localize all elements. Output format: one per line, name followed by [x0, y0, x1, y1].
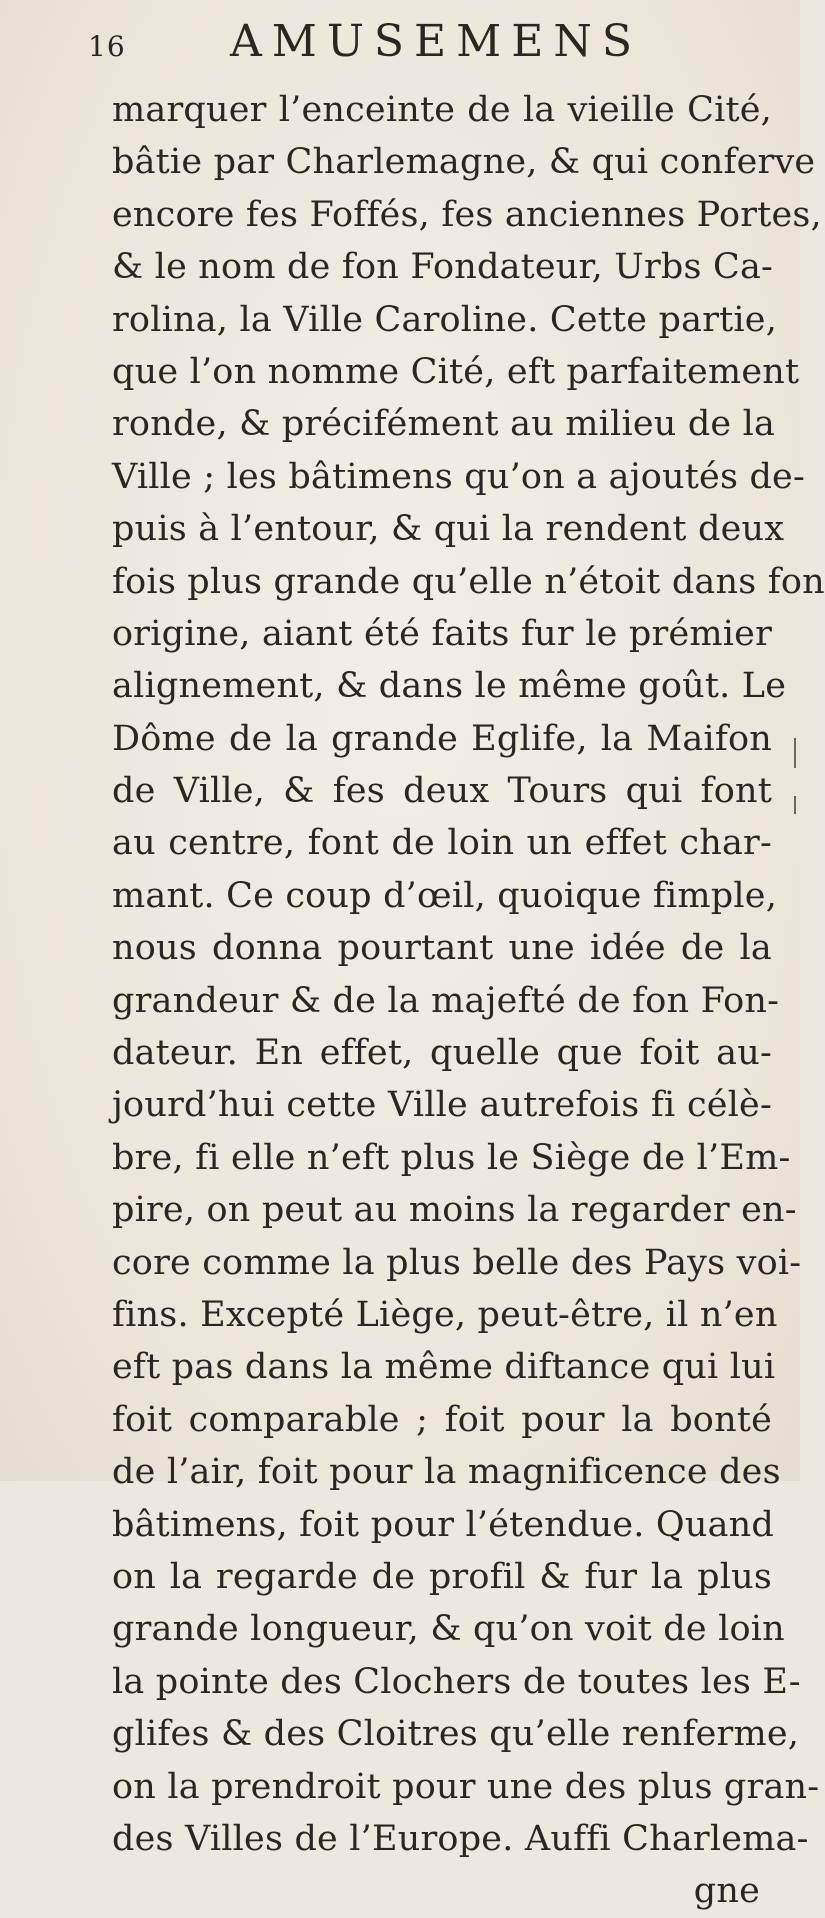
- body-text: [112, 84, 825, 1918]
- text-line: grandeur & de la majefté de fon Fon-: [112, 980, 780, 1021]
- text-line: origine, aiant été faits fur le prémier: [112, 613, 772, 654]
- text-line: ronde, & précifément au milieu de la: [112, 404, 776, 445]
- text-line: bre, fi elle n’eft plus le Siège de l’Em-: [112, 1137, 791, 1178]
- page-header: [82, 14, 740, 70]
- text-line: bâtie par Charlemagne, & qui conferve: [112, 142, 816, 183]
- text-line: encore fes Foffés, fes anciennes Portes,: [112, 194, 822, 235]
- text-line: marquer l’enceinte de la vieille Cité,: [112, 90, 772, 130]
- text-line: des Villes de l’Europe. Auffi Charlema-: [112, 1818, 809, 1859]
- text-line: Dôme de la grande Eglife, la Maifon: [112, 718, 772, 759]
- page-number: 16: [88, 30, 126, 63]
- running-head: AMUSEMENS: [230, 16, 642, 67]
- text-line: fois plus grande qu’elle n’étoit dans fon: [112, 561, 825, 602]
- text-line: fins. Excepté Liège, peut-être, il n’en: [112, 1294, 778, 1335]
- text-line: nous donna pourtant une idée de la: [112, 928, 772, 969]
- page-edge-mark: [794, 796, 796, 814]
- text-line: core comme la plus belle des Pays voi-: [112, 1242, 802, 1283]
- text-line: puis à l’entour, & qui la rendent deux: [112, 509, 785, 550]
- text-line: grande longueur, & qu’on voit de loin: [112, 1609, 785, 1650]
- text-line: foit comparable ; foit pour la bonté: [112, 1399, 772, 1440]
- text-line: rolina, la Ville Caroline. Cette partie,: [112, 299, 778, 340]
- text-line: pire, on peut au moins la regarder en-: [112, 1190, 797, 1231]
- text-line: & le nom de fon Fondateur, Urbs Ca-: [112, 247, 774, 288]
- text-line: eft pas dans la même diftance qui lui: [112, 1347, 776, 1388]
- catchword: gne: [693, 1871, 760, 1912]
- text-line: glifes & des Cloitres qu’elle renferme,: [112, 1714, 800, 1755]
- text-line: on la regarde de profil & fur la plus: [112, 1556, 772, 1597]
- text-line: dateur. En effet, quelle que foit au-: [112, 1033, 772, 1074]
- text-line: de l’air, foit pour la magnificence des: [112, 1452, 781, 1493]
- text-line: que l’on nomme Cité, eft parfaitement: [112, 351, 800, 392]
- text-line: bâtimens, foit pour l’étendue. Quand: [112, 1504, 774, 1545]
- text-line: jourd’hui cette Ville autrefois fi célè-: [112, 1085, 772, 1126]
- text-line: on la prendroit pour une des plus gran-: [112, 1766, 820, 1807]
- page-edge-mark: [794, 738, 796, 768]
- text-line: mant. Ce coup d’œil, quoique fimple,: [112, 875, 778, 916]
- text-line: de Ville, & fes deux Tours qui font: [112, 771, 772, 812]
- text-line: Ville ; les bâtimens qu’on a ajoutés de-: [112, 456, 805, 497]
- text-line: au centre, font de loin un effet char-: [112, 823, 772, 864]
- text-line: la pointe des Clochers de toutes les E-: [112, 1661, 801, 1702]
- text-line: alignement, & dans le même goût. Le: [112, 666, 787, 707]
